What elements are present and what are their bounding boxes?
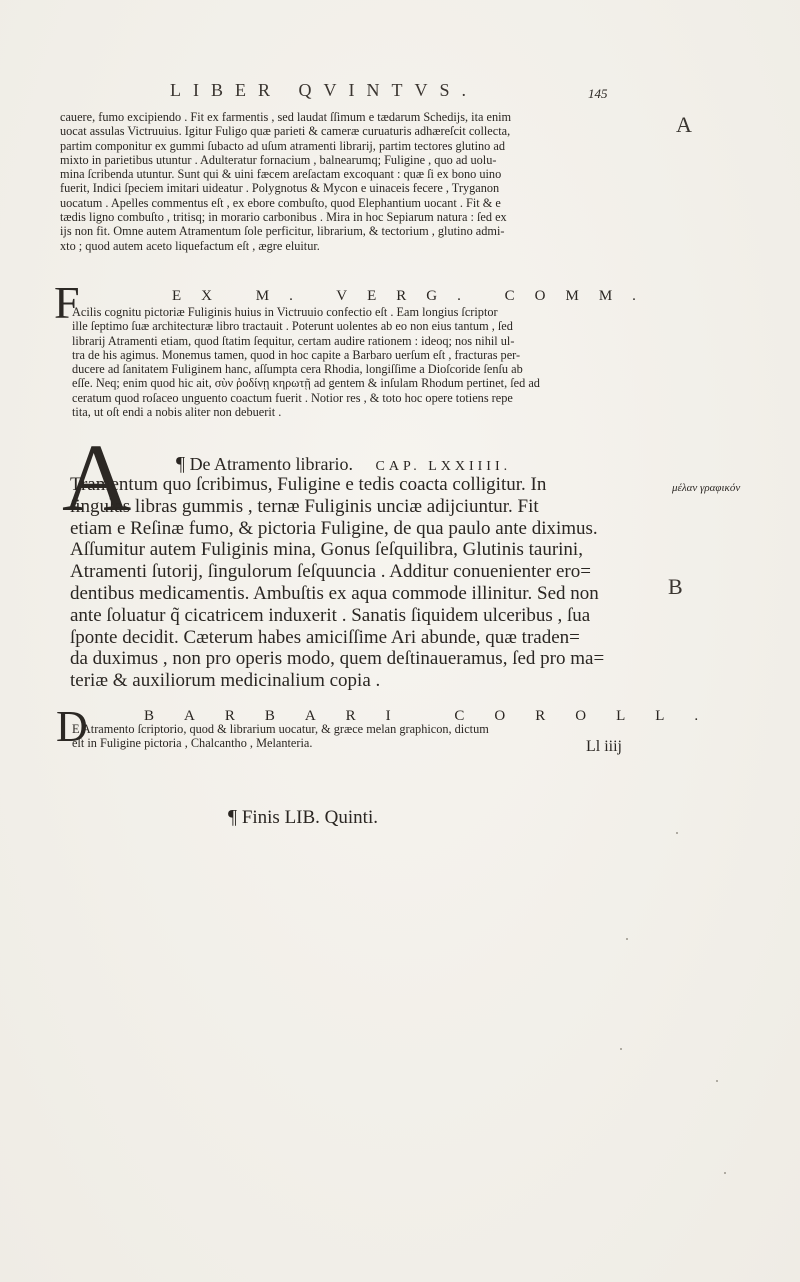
chapter-passage	[70, 474, 660, 692]
text-line: ante ſoluatur q̃ cicatricem induxerit . Sanatis ſiquidem ulceribus , ſua	[70, 604, 591, 626]
text-line: partim componitur ex gummi ſubacto ad uſum atramenti librarij, partim tectores glutino ad	[60, 138, 505, 153]
chapter-heading	[176, 453, 511, 476]
text-line: mina ſcribenda utuntur. Sunt qui & uini fæcem areſactam excoquant : quæ ſi ex bono uino	[60, 167, 502, 182]
text-line: tita, ut oſt endi a nobis aliter non debuerit .	[72, 405, 282, 420]
paper-speck	[626, 938, 628, 940]
paper-speck	[724, 1172, 726, 1174]
text-line: ducere ad ſanitatem Fuliginem hanc, aſſumpta cera Rhodia, longiſſime a Dioſcoride ſenſu ab	[72, 362, 523, 377]
vitruvius-passage	[60, 110, 658, 253]
text-line: Atramenti ſutorij, ſingulorum ſeſquuncia . Additur conuenienter ero=	[70, 561, 591, 583]
finis-line	[228, 806, 378, 829]
text-line: uocatum . Apelles commentus eſt , ex ebore combuſto, quod Elephantium uocant . Fit & e	[60, 195, 501, 210]
paper-speck	[620, 1048, 622, 1050]
pilcrow-icon: ¶	[176, 453, 186, 475]
corollary-passage	[72, 722, 658, 751]
text-line: ſingulas libras gummis , ternæ Fuliginis unciæ adijciuntur. Fit	[70, 495, 539, 517]
text-line: ijs non fit. Omne autem Atramentum ſole perficitur, librarium, & tectorium , glutino admi-	[60, 224, 505, 239]
margin-greek-note: μέλαν γραφικόν	[672, 482, 741, 494]
chapter-dropcap: A	[62, 424, 132, 531]
folio-number: 145	[588, 86, 608, 101]
text-line: etiam e Reſinæ fumo, & pictoria Fuligine, de qua paulo ante diximus.	[70, 517, 598, 539]
text-line: eſt in Fuligine pictoria , Chalcantho , Melanteria.	[72, 736, 313, 751]
signature-mark: Ll iiij	[586, 738, 622, 755]
chapter-title: De Atramento librario.	[189, 454, 354, 474]
text-line: mixto in parietibus utuntur . Adulteratur fornacium , balnearumq; Fuligine , quo ad uolu-	[60, 152, 497, 167]
finis-text: Finis LIB. Quinti.	[241, 807, 378, 828]
corollary-dropcap: D	[56, 702, 88, 751]
text-line: Tramentum quo ſcribimus, Fuligine e tedis coacta colligitur. In	[70, 474, 547, 495]
chapter-label: CAP. LXXIIII.	[375, 459, 512, 474]
text-line: ceratum quod roſaceo unguento coactum fuerit . Notior res , & toto hoc opere totiens repe	[72, 390, 513, 405]
text-line: dentibus medicamentis. Ambuſtis ex aqua commode illinitur. Sed non	[70, 582, 599, 604]
text-line: Acilis cognitu pictoriæ Fuliginis huius in Victruuio confectio eſt . Eam longius ſcriptor	[72, 305, 498, 319]
commentary-passage	[72, 305, 658, 419]
paper-speck	[676, 832, 678, 834]
text-line: ſponte decidit. Cæterum habes amiciſſime Ari abunde, quæ traden=	[70, 626, 580, 648]
text-line: ille ſeptimo ſuæ architecturæ libro tractauit . Poterunt uolentes ab eo non eius tantum , ſed	[72, 319, 513, 334]
corollary-heading: BARBARI COROLL.	[144, 708, 729, 724]
text-line: fuerit, Indici ſpeciem imitari uideatur . Polygnotus & Mycon e uinaceis fecere , Tryganon	[60, 181, 500, 196]
commentary-heading: EX M. VERG. COMM.	[172, 288, 656, 304]
pilcrow-icon: ¶	[228, 806, 238, 828]
paper-speck	[716, 1080, 718, 1082]
text-line: teriæ & auxiliorum medicinalium copia .	[70, 670, 381, 692]
text-line: cauere, fumo excipiendo . Fit ex farmentis , sed laudat ſſimum e tædarum Schedijs, ita enim	[60, 110, 512, 124]
margin-letter-b: B	[668, 574, 683, 599]
text-line: eſſe. Neq; enim quod hic ait, σὺν ῥοδίνῃ κηρωτῇ ad gentem & inſulam Rhodum pertinet, ſed ad	[72, 376, 540, 391]
commentary-dropcap: F	[54, 277, 80, 328]
text-line: Aſſumitur autem Fuliginis mina, Gonus ſeſquilibra, Glutinis taurini,	[70, 539, 583, 561]
text-line: E Atramento ſcriptorio, quod & librarium uocatur, & græce melan graphicon, dictum	[72, 722, 489, 736]
running-head: LIBER QVINTVS.	[170, 80, 478, 100]
margin-letter-a: A	[676, 112, 692, 137]
text-line: librarij Atramenti etiam, quod ſtatim ſequitur, certam audire rationem : ideoq; nos nihil ul-	[72, 333, 515, 348]
text-line: tædis ligno combuſto , tritisq; in morario carbonibus . Mira in hoc Sepiarum natura : ſed ex	[60, 210, 507, 225]
text-line: da duximus , non pro operis modo, quem deſtinaueramus, ſed pro ma=	[70, 648, 605, 670]
text-line: tra de his agimus. Monemus tamen, quod in hoc capite a Barbaro uerſum eſt , fracturas per-	[72, 347, 521, 362]
text-line: xto ; quod autem aceto liquefactum eſt , ægre eluitur.	[60, 238, 320, 253]
text-line: uocat assulas Victruuius. Igitur Fuligo quæ parieti & cameræ curuaturis adhæreſcit collecta,	[60, 124, 511, 139]
